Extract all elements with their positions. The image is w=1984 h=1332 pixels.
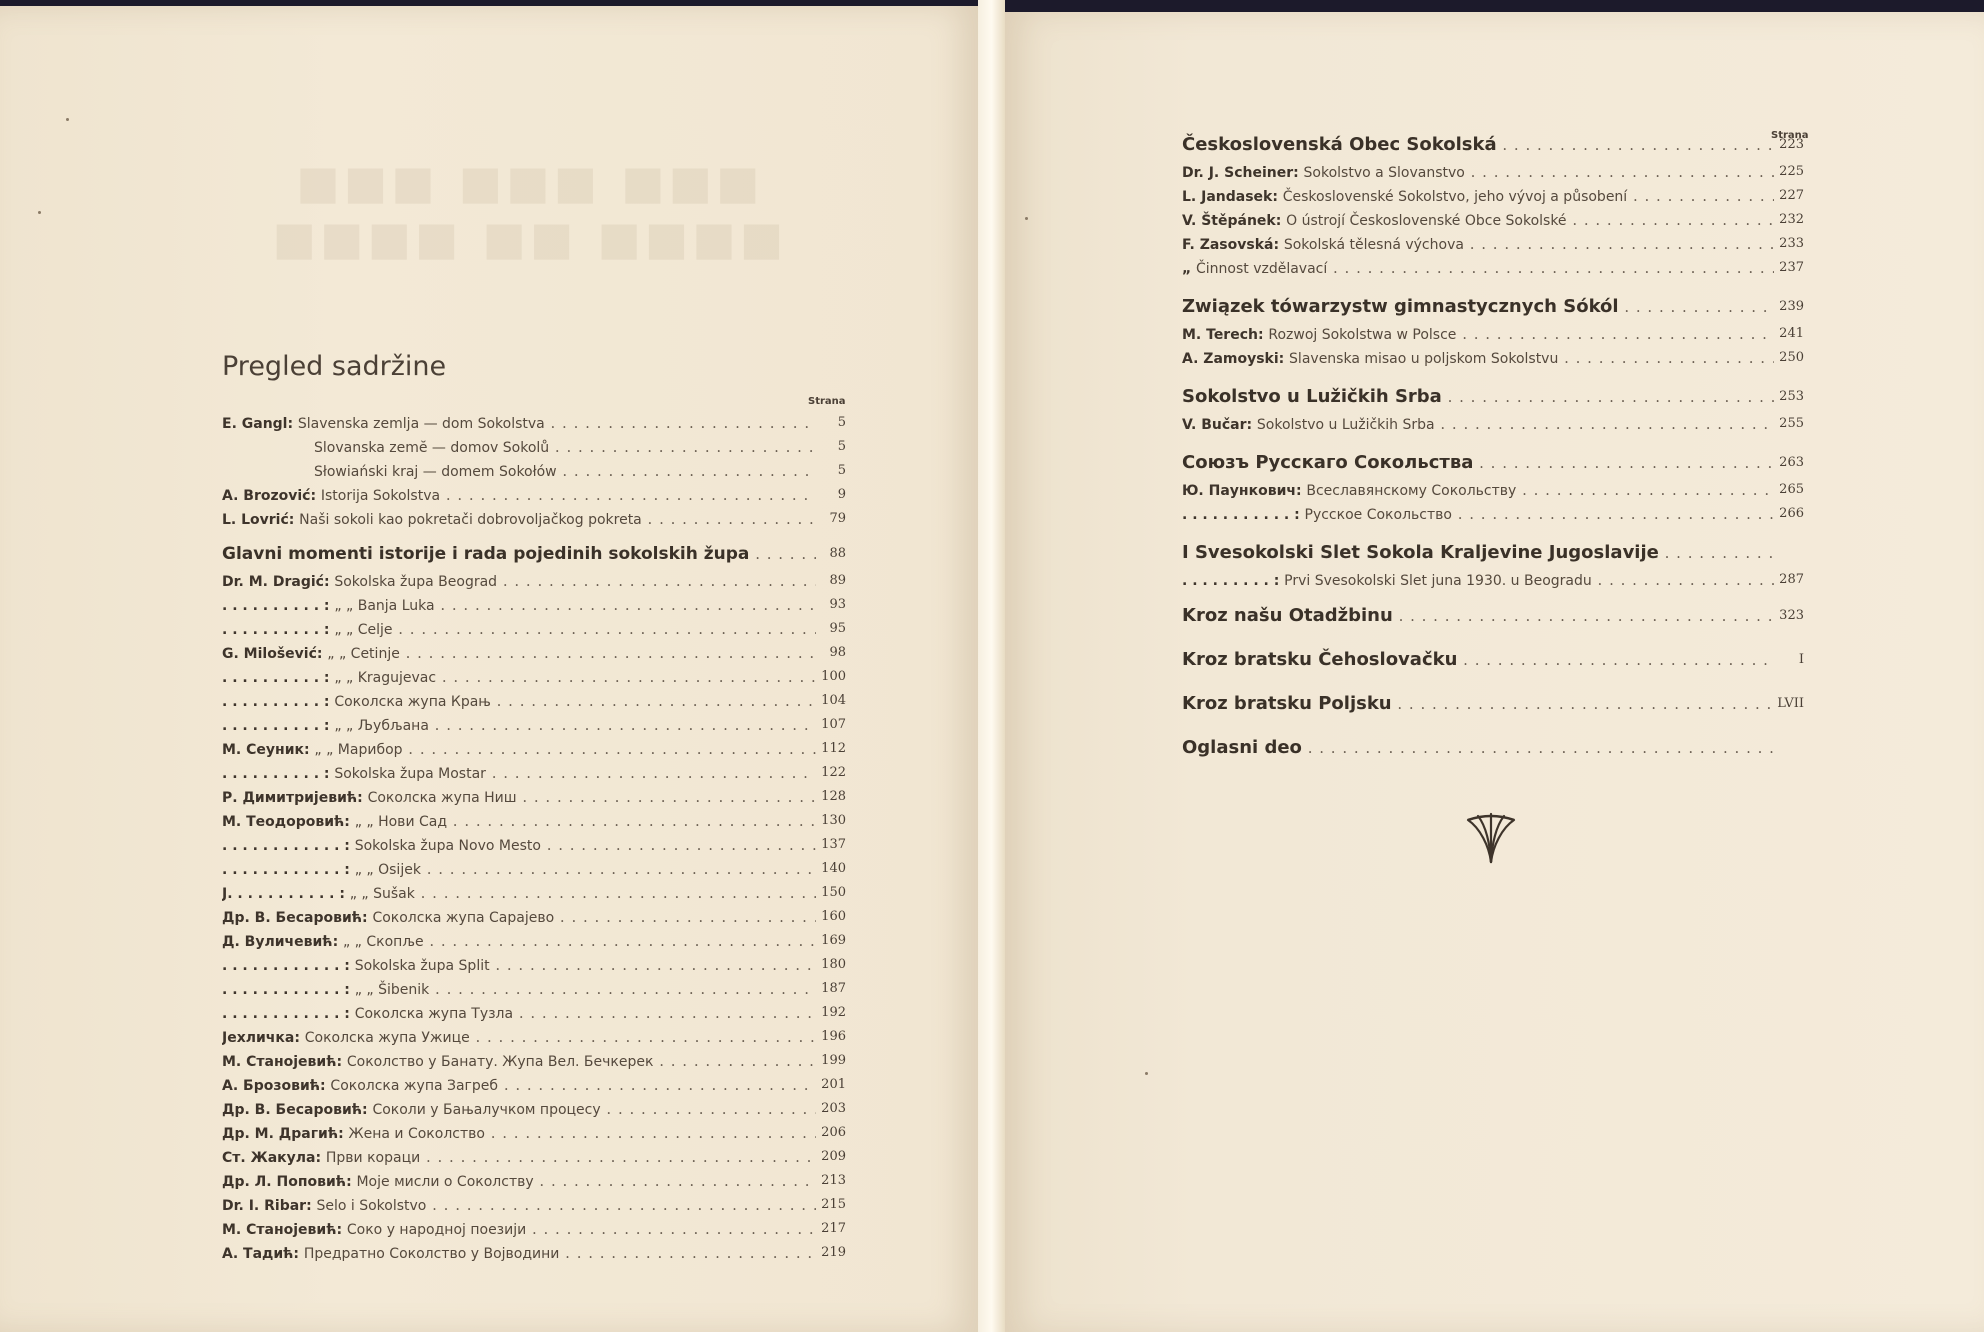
page-number: 215 bbox=[821, 1197, 846, 1212]
section-title: Sokolstvo u Lužičkih Srba bbox=[1182, 386, 1442, 407]
page-number: 104 bbox=[821, 693, 846, 708]
entry-author: A. Zamoyski: bbox=[1182, 351, 1285, 367]
entry-title: Соколска жупа Сарајево bbox=[372, 910, 555, 926]
entry-author: J. . . . . . . . . . . : bbox=[222, 886, 345, 902]
right-toc-list bbox=[1182, 130, 1804, 768]
page-number: 223 bbox=[1779, 137, 1804, 152]
toc-entry bbox=[222, 641, 846, 665]
entry-title: Соколска жупа Ужице bbox=[304, 1030, 470, 1046]
toc-entry bbox=[222, 483, 846, 507]
page-number: 93 bbox=[829, 597, 846, 612]
toc-entry bbox=[222, 1001, 846, 1025]
toc-section-heading bbox=[1182, 382, 1804, 412]
entry-title: Соколска жупа Ниш bbox=[367, 790, 517, 806]
entry-title: „ „ Марибор bbox=[314, 742, 403, 758]
entry-title: Sokolska župa Mostar bbox=[334, 766, 486, 782]
entry-author: . . . . . . . . . . . . : bbox=[222, 958, 350, 974]
page-number: 112 bbox=[821, 741, 846, 756]
toc-entry bbox=[222, 809, 846, 833]
toc-entry bbox=[1182, 160, 1804, 184]
page-number: 232 bbox=[1779, 212, 1804, 227]
entry-title: „ „ Šibenik bbox=[354, 982, 430, 998]
entry-title: Русское Сокольство bbox=[1304, 507, 1452, 523]
toc-section-heading bbox=[1182, 640, 1804, 680]
entry-author: G. Milošević: bbox=[222, 646, 323, 662]
toc-entry bbox=[222, 1145, 846, 1169]
toc-title: Pregled sadržine bbox=[222, 351, 447, 382]
entry-title: Slovanska zemĕ — domov Sokolů bbox=[314, 440, 550, 456]
page-number: 209 bbox=[821, 1149, 846, 1164]
entry-author: М. Станојевић: bbox=[222, 1222, 343, 1238]
entry-title: „ „ Љубљана bbox=[334, 718, 429, 734]
page-number: 263 bbox=[1779, 455, 1804, 470]
page-number: 196 bbox=[821, 1029, 846, 1044]
page-number: 128 bbox=[821, 789, 846, 804]
entry-title: Rozwoj Sokolstwa w Polsce bbox=[1268, 327, 1457, 343]
entry-title: Жена и Соколство bbox=[348, 1126, 485, 1142]
entry-author: Др. М. Драгић: bbox=[222, 1126, 344, 1142]
page-number: 241 bbox=[1779, 326, 1804, 341]
entry-author: М. Теодоровић: bbox=[222, 814, 350, 830]
section-title: Kroz bratsku Čehoslovačku bbox=[1182, 649, 1458, 670]
page-number: 219 bbox=[821, 1245, 846, 1260]
toc-section-heading bbox=[1182, 684, 1804, 724]
entry-author: . . . . . . . . . . . . : bbox=[222, 838, 350, 854]
toc-section-heading bbox=[1182, 538, 1804, 568]
entry-author: A. Brozović: bbox=[222, 488, 317, 504]
bleed-through-text: ■■■ ■■■ ■■■ ■■■■ ■■ ■■■■ bbox=[272, 155, 788, 265]
entry-title: Моје мисли о Соколству bbox=[356, 1174, 534, 1190]
page-number: 266 bbox=[1779, 506, 1804, 521]
page-number: 88 bbox=[829, 546, 846, 561]
entry-author: А. Тадић: bbox=[222, 1246, 300, 1262]
section-title: I Svesokolski Slet Sokola Kraljevine Jugoslavije bbox=[1182, 542, 1659, 563]
entry-author: . . . . . . . . . . : bbox=[222, 694, 330, 710]
page-number: 233 bbox=[1779, 236, 1804, 251]
toc-entry bbox=[222, 1097, 846, 1121]
entry-author: L. Lovrić: bbox=[222, 512, 295, 528]
page-number: 287 bbox=[1779, 572, 1804, 587]
toc-entry bbox=[222, 1193, 846, 1217]
toc-entry bbox=[1182, 346, 1804, 370]
page-number: 137 bbox=[821, 837, 846, 852]
entry-author: F. Zasovská: bbox=[1182, 237, 1280, 253]
entry-title: Prvi Svesokolski Slet juna 1930. u Beogradu bbox=[1284, 573, 1592, 589]
entry-author: Др. В. Бесаровић: bbox=[222, 1102, 368, 1118]
page-number: 213 bbox=[821, 1173, 846, 1188]
toc-entry bbox=[222, 713, 846, 737]
entry-title: Sokolstvo a Slovanstvo bbox=[1303, 165, 1465, 181]
entry-title: Соколска жупа Крањ bbox=[334, 694, 491, 710]
page-number: 201 bbox=[821, 1077, 846, 1092]
toc-entry bbox=[1182, 502, 1804, 526]
left-book-page bbox=[0, 6, 978, 1332]
entry-author: . . . . . . . . . . : bbox=[222, 598, 330, 614]
page-number: 95 bbox=[829, 621, 846, 636]
toc-entry bbox=[222, 737, 846, 761]
section-title: Союзъ Русскаго Сокольства bbox=[1182, 452, 1474, 473]
entry-title: „ „ Скопље bbox=[342, 934, 424, 950]
toc-section-heading bbox=[1182, 596, 1804, 636]
toc-entry bbox=[222, 459, 846, 483]
entry-author: . . . . . . . . . . . . : bbox=[222, 862, 350, 878]
page-number: 107 bbox=[821, 717, 846, 732]
toc-entry bbox=[222, 617, 846, 641]
page-number: 160 bbox=[821, 909, 846, 924]
entry-title: „ „ Banja Luka bbox=[334, 598, 435, 614]
entry-title: Slavenska misao u poljskom Sokolstvu bbox=[1289, 351, 1559, 367]
entry-author: V. Štěpánek: bbox=[1182, 213, 1282, 229]
toc-entry bbox=[222, 1121, 846, 1145]
page-number: 122 bbox=[821, 765, 846, 780]
page-number: 217 bbox=[821, 1221, 846, 1236]
page-number: 255 bbox=[1779, 416, 1804, 431]
section-title: Kroz našu Otadžbinu bbox=[1182, 605, 1393, 626]
toc-entry bbox=[222, 761, 846, 785]
entry-title: Соколство у Банату. Жупа Вел. Бечкерек bbox=[346, 1054, 654, 1070]
toc-entry bbox=[222, 665, 846, 689]
toc-entry bbox=[1182, 232, 1804, 256]
entry-title: Československé Sokolstvo, jeho vývoj a působení bbox=[1282, 189, 1628, 205]
toc-entry bbox=[222, 929, 846, 953]
entry-title: Sokolska župa Novo Mesto bbox=[354, 838, 541, 854]
left-toc-list bbox=[222, 411, 846, 1265]
page-number: 192 bbox=[821, 1005, 846, 1020]
page-number: 5 bbox=[837, 439, 846, 454]
entry-author: А. Брозовић: bbox=[222, 1078, 326, 1094]
entry-author: . . . . . . . . . . : bbox=[222, 622, 330, 638]
entry-title: Соколска жупа Тузла bbox=[354, 1006, 514, 1022]
page-number: 79 bbox=[829, 511, 846, 526]
strana-label: Strana bbox=[808, 396, 846, 407]
entry-title: „ „ Sušak bbox=[349, 886, 415, 902]
strana-label-right: Strana bbox=[1771, 130, 1809, 141]
toc-entry bbox=[222, 905, 846, 929]
book-gutter bbox=[978, 0, 1005, 1332]
entry-author: . . . . . . . . . . . . : bbox=[222, 982, 350, 998]
toc-entry bbox=[1182, 412, 1804, 436]
entry-author: V. Bučar: bbox=[1182, 417, 1253, 433]
toc-entry bbox=[1182, 568, 1804, 592]
section-title: Związek tówarzystw gimnastycznych Sókól bbox=[1182, 296, 1619, 317]
entry-title: Slavenska zemlja — dom Sokolstva bbox=[297, 416, 545, 432]
entry-author: М. Сеуник: bbox=[222, 742, 310, 758]
toc-entry bbox=[222, 857, 846, 881]
page-number: 253 bbox=[1779, 389, 1804, 404]
toc-entry bbox=[1182, 322, 1804, 346]
toc-entry bbox=[222, 1169, 846, 1193]
toc-section-heading bbox=[1182, 292, 1804, 322]
entry-title: O ústrojí Československé Obce Sokolské bbox=[1286, 213, 1567, 229]
entry-title: Sokolska župa Split bbox=[354, 958, 490, 974]
entry-author: „ bbox=[1182, 261, 1192, 277]
toc-entry bbox=[1182, 478, 1804, 502]
entry-author: Ст. Жакула: bbox=[222, 1150, 322, 1166]
entry-author: Д. Вуличевић: bbox=[222, 934, 339, 950]
page-number: 5 bbox=[837, 463, 846, 478]
entry-author: Dr. I. Ribar: bbox=[222, 1198, 312, 1214]
page-number: 225 bbox=[1779, 164, 1804, 179]
section-title: Kroz bratsku Poljsku bbox=[1182, 693, 1392, 714]
entry-title: Sokolská tělesná výchova bbox=[1283, 237, 1464, 253]
page-number: 199 bbox=[821, 1053, 846, 1068]
page-number: 100 bbox=[821, 669, 846, 684]
toc-entry bbox=[1182, 208, 1804, 232]
page-number: 237 bbox=[1779, 260, 1804, 275]
toc-section-heading bbox=[222, 539, 846, 569]
entry-author: Dr. M. Dragić: bbox=[222, 574, 330, 590]
toc-entry bbox=[222, 953, 846, 977]
entry-author: Р. Димитријевић: bbox=[222, 790, 363, 806]
toc-entry bbox=[222, 977, 846, 1001]
page-number: 9 bbox=[837, 487, 846, 502]
toc-entry bbox=[222, 881, 846, 905]
entry-author: . . . . . . . . . . . . : bbox=[222, 1006, 350, 1022]
toc-entry bbox=[222, 1241, 846, 1265]
toc-section-heading bbox=[1182, 448, 1804, 478]
entry-author: . . . . . . . . . . . : bbox=[1182, 507, 1300, 523]
toc-entry bbox=[222, 507, 846, 531]
toc-entry bbox=[222, 833, 846, 857]
entry-title: Selo i Sokolstvo bbox=[316, 1198, 427, 1214]
entry-author: . . . . . . . . . . : bbox=[222, 766, 330, 782]
section-title: Glavni momenti istorije i rada pojedinih sokolskih župa bbox=[222, 544, 750, 564]
entry-title: „ „ Нови Сад bbox=[354, 814, 448, 830]
toc-entry bbox=[222, 689, 846, 713]
entry-title: „ „ Cetinje bbox=[327, 646, 400, 662]
entry-author: . . . . . . . . . . : bbox=[222, 718, 330, 734]
page-number: LVII bbox=[1777, 696, 1804, 711]
entry-title: Sokolska župa Beograd bbox=[334, 574, 498, 590]
entry-author: . . . . . . . . . . : bbox=[222, 670, 330, 686]
toc-section-heading bbox=[1182, 130, 1804, 160]
page-number: 203 bbox=[821, 1101, 846, 1116]
page-number: 5 bbox=[837, 415, 846, 430]
entry-author: Ю. Паункович: bbox=[1182, 483, 1302, 499]
toc-entry bbox=[222, 1025, 846, 1049]
page-number: 89 bbox=[829, 573, 846, 588]
toc-entry bbox=[222, 435, 846, 459]
toc-entry bbox=[222, 593, 846, 617]
toc-entry bbox=[222, 411, 846, 435]
page-number: 227 bbox=[1779, 188, 1804, 203]
entry-title: Naši sokoli kao pokretači dobrovoljačkog pokreta bbox=[299, 512, 642, 528]
entry-title: „ „ Osijek bbox=[354, 862, 421, 878]
section-title: Oglasni deo bbox=[1182, 737, 1302, 758]
entry-title: Соколи у Бањалучком процесу bbox=[372, 1102, 601, 1118]
page-number: 150 bbox=[821, 885, 846, 900]
toc-entry bbox=[222, 1217, 846, 1241]
page-number: 180 bbox=[821, 957, 846, 972]
page-number: 169 bbox=[821, 933, 846, 948]
entry-title: Istorija Sokolstva bbox=[320, 488, 441, 504]
page-number: 130 bbox=[821, 813, 846, 828]
entry-title: Соколска жупа Загреб bbox=[330, 1078, 499, 1094]
page-number: 323 bbox=[1779, 608, 1804, 623]
toc-entry bbox=[222, 1073, 846, 1097]
entry-author: L. Jandasek: bbox=[1182, 189, 1278, 205]
entry-title: Słowiański kraj — domem Sokołów bbox=[314, 464, 557, 480]
toc-entry bbox=[222, 569, 846, 593]
toc-entry bbox=[1182, 256, 1804, 280]
entry-author: Др. В. Бесаровић: bbox=[222, 910, 368, 926]
entry-author: Јехличка: bbox=[222, 1030, 300, 1046]
toc-entry bbox=[1182, 184, 1804, 208]
entry-author: М. Станојевић: bbox=[222, 1054, 343, 1070]
entry-author: . . . . . . . . . : bbox=[1182, 573, 1280, 589]
entry-title: „ „ Celje bbox=[334, 622, 393, 638]
entry-title: Први кораци bbox=[325, 1150, 421, 1166]
entry-author: E. Gangl: bbox=[222, 416, 294, 432]
page-number: 206 bbox=[821, 1125, 846, 1140]
toc-section-heading bbox=[1182, 728, 1804, 768]
fleuron-ornament-icon bbox=[1462, 810, 1520, 866]
toc-entry bbox=[222, 785, 846, 809]
page-number: 250 bbox=[1779, 350, 1804, 365]
entry-author: M. Terech: bbox=[1182, 327, 1264, 343]
page-number: 265 bbox=[1779, 482, 1804, 497]
toc-entry bbox=[222, 1049, 846, 1073]
entry-title: Sokolstvo u Lužičkih Srba bbox=[1256, 417, 1435, 433]
page-number: 98 bbox=[829, 645, 846, 660]
entry-title: Činnost vzdělavací bbox=[1195, 261, 1328, 277]
page-number: I bbox=[1798, 652, 1804, 667]
page-number: 187 bbox=[821, 981, 846, 996]
entry-author: Dr. J. Scheiner: bbox=[1182, 165, 1299, 181]
entry-author: Др. Л. Поповић: bbox=[222, 1174, 352, 1190]
entry-title: „ „ Kragujevac bbox=[334, 670, 437, 686]
page-number: 239 bbox=[1779, 299, 1804, 314]
entry-title: Предратно Соколство у Војводини bbox=[303, 1246, 560, 1262]
entry-title: Соко у народној поезији bbox=[346, 1222, 527, 1238]
page-number: 140 bbox=[821, 861, 846, 876]
section-title: Československá Obec Sokolská bbox=[1182, 134, 1497, 155]
entry-title: Всеславянскому Сокольству bbox=[1306, 483, 1517, 499]
